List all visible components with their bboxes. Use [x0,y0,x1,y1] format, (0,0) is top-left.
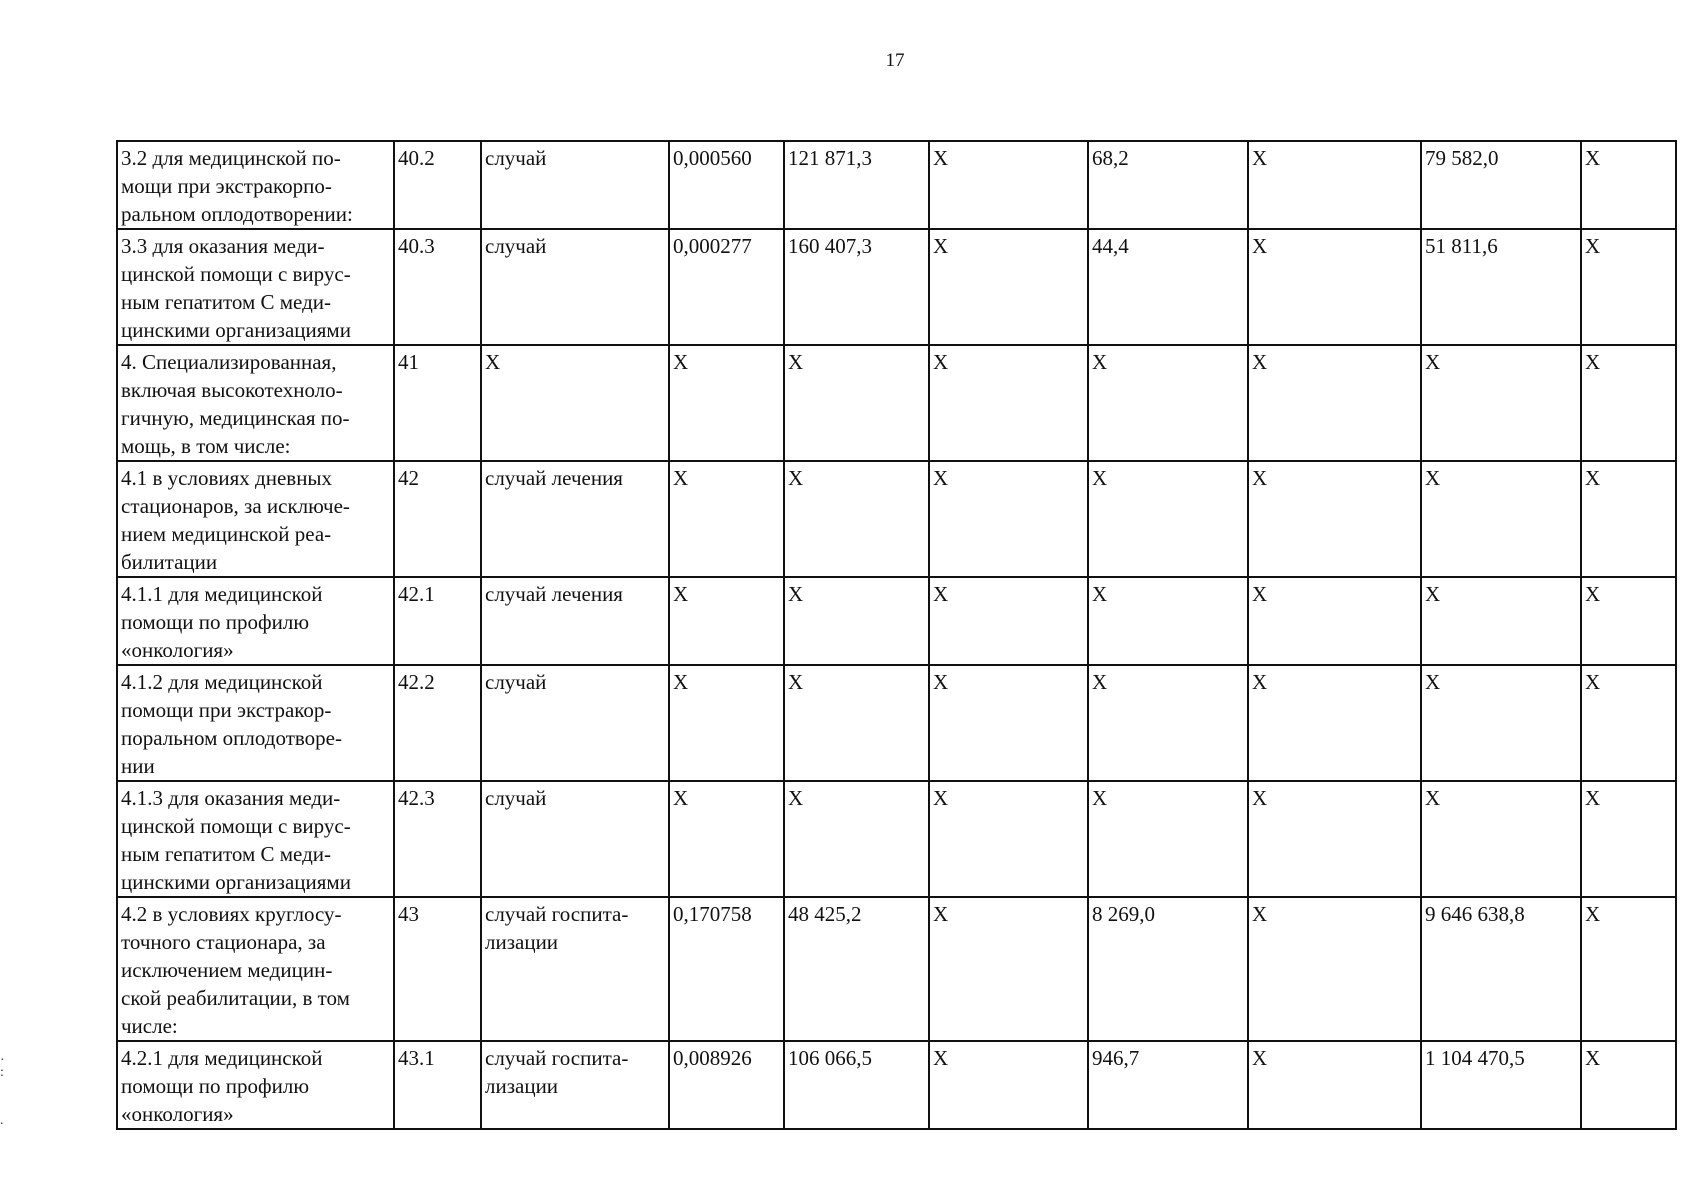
row-unit-cell: случай госпита- лизации [481,897,669,1041]
table-row [117,229,1676,345]
row-rate-cell: X [669,781,784,897]
row-code-cell: 42.3 [394,781,481,897]
table-row [117,781,1676,897]
row-rate-cell: X [669,345,784,461]
row-cost-cell: X [784,665,929,781]
row-x-cell-2: X [1248,577,1421,665]
row-value-cell-1: 44,4 [1088,229,1248,345]
page-number: 17 [885,50,905,71]
row-value-cell-2: X [1421,781,1581,897]
scan-edge-marks: · : . [0,1053,5,1128]
row-value-cell-1: 8 269,0 [1088,897,1248,1041]
row-cost-cell: X [784,577,929,665]
row-unit-cell: случай лечения [481,577,669,665]
row-x-cell-1: X [929,461,1088,577]
row-x-cell-2: X [1248,345,1421,461]
row-x-cell-2: X [1248,665,1421,781]
row-x-cell-3: X [1581,897,1676,1041]
row-rate-cell: 0,170758 [669,897,784,1041]
row-code-cell: 42.2 [394,665,481,781]
row-x-cell-3: X [1581,345,1676,461]
row-cost-cell: X [784,781,929,897]
row-value-cell-1: 68,2 [1088,141,1248,229]
row-value-cell-1: X [1088,781,1248,897]
row-code-cell: 43 [394,897,481,1041]
table-row [117,665,1676,781]
row-unit-cell: случай [481,141,669,229]
row-x-cell-1: X [929,897,1088,1041]
row-x-cell-1: X [929,577,1088,665]
row-x-cell-3: X [1581,141,1676,229]
row-x-cell-3: X [1581,665,1676,781]
table-row [117,141,1676,229]
row-code-cell: 40.2 [394,141,481,229]
row-value-cell-2: 9 646 638,8 [1421,897,1581,1041]
row-cost-cell: 160 407,3 [784,229,929,345]
row-unit-cell: случай [481,229,669,345]
row-x-cell-1: X [929,141,1088,229]
table-body [117,141,1676,1129]
row-x-cell-3: X [1581,1041,1676,1129]
row-unit-cell: случай [481,781,669,897]
row-x-cell-2: X [1248,897,1421,1041]
table-row [117,897,1676,1041]
row-name-cell: 4. Специализированная, включая высокотехноло- гичную, медицинская по- мощь, в том числе: [117,345,394,461]
row-x-cell-3: X [1581,577,1676,665]
row-unit-cell: случай [481,665,669,781]
row-name-cell: 4.1 в условиях дневных стационаров, за исключе- нием медицинской реа- билитации [117,461,394,577]
row-cost-cell: 106 066,5 [784,1041,929,1129]
row-x-cell-1: X [929,345,1088,461]
row-code-cell: 42.1 [394,577,481,665]
row-value-cell-2: 1 104 470,5 [1421,1041,1581,1129]
row-cost-cell: 48 425,2 [784,897,929,1041]
row-rate-cell: X [669,577,784,665]
row-name-cell: 3.2 для медицинской по- мощи при экстракорпо- ральном оплодотворении: [117,141,394,229]
row-value-cell-2: 51 811,6 [1421,229,1581,345]
row-name-cell: 4.1.2 для медицинской помощи при экстракор- поральном оплодотворе- нии [117,665,394,781]
row-x-cell-1: X [929,665,1088,781]
row-value-cell-2: 79 582,0 [1421,141,1581,229]
row-rate-cell: 0,000277 [669,229,784,345]
row-cost-cell: X [784,345,929,461]
row-name-cell: 4.1.1 для медицинской помощи по профилю «онкология» [117,577,394,665]
row-rate-cell: X [669,461,784,577]
row-x-cell-3: X [1581,229,1676,345]
row-value-cell-1: 946,7 [1088,1041,1248,1129]
row-code-cell: 40.3 [394,229,481,345]
row-value-cell-2: X [1421,577,1581,665]
row-x-cell-3: X [1581,461,1676,577]
row-x-cell-1: X [929,229,1088,345]
row-cost-cell: 121 871,3 [784,141,929,229]
row-value-cell-2: X [1421,461,1581,577]
row-name-cell: 4.2 в условиях круглосу- точного стационара, за исключением медицин- ской реабилитации, в том числе: [117,897,394,1041]
row-name-cell: 4.1.3 для оказания меди- цинской помощи с вирус- ным гепатитом С меди- цинскими организациями [117,781,394,897]
table-row [117,577,1676,665]
row-x-cell-2: X [1248,461,1421,577]
row-code-cell: 43.1 [394,1041,481,1129]
data-table [116,140,1677,1130]
row-x-cell-1: X [929,1041,1088,1129]
row-rate-cell: X [669,665,784,781]
row-x-cell-2: X [1248,141,1421,229]
row-value-cell-2: X [1421,345,1581,461]
table-row [117,345,1676,461]
row-name-cell: 4.2.1 для медицинской помощи по профилю «онкология» [117,1041,394,1129]
table-row [117,1041,1676,1129]
row-rate-cell: 0,000560 [669,141,784,229]
row-cost-cell: X [784,461,929,577]
row-value-cell-2: X [1421,665,1581,781]
row-value-cell-1: X [1088,665,1248,781]
row-x-cell-2: X [1248,781,1421,897]
row-unit-cell: случай госпита- лизации [481,1041,669,1129]
row-value-cell-1: X [1088,461,1248,577]
row-unit-cell: X [481,345,669,461]
row-unit-cell: случай лечения [481,461,669,577]
row-x-cell-3: X [1581,781,1676,897]
row-value-cell-1: X [1088,345,1248,461]
row-code-cell: 42 [394,461,481,577]
row-value-cell-1: X [1088,577,1248,665]
row-x-cell-2: X [1248,229,1421,345]
row-x-cell-2: X [1248,1041,1421,1129]
row-rate-cell: 0,008926 [669,1041,784,1129]
row-code-cell: 41 [394,345,481,461]
row-name-cell: 3.3 для оказания меди- цинской помощи с вирус- ным гепатитом С меди- цинскими организациями [117,229,394,345]
table-row [117,461,1676,577]
row-x-cell-1: X [929,781,1088,897]
